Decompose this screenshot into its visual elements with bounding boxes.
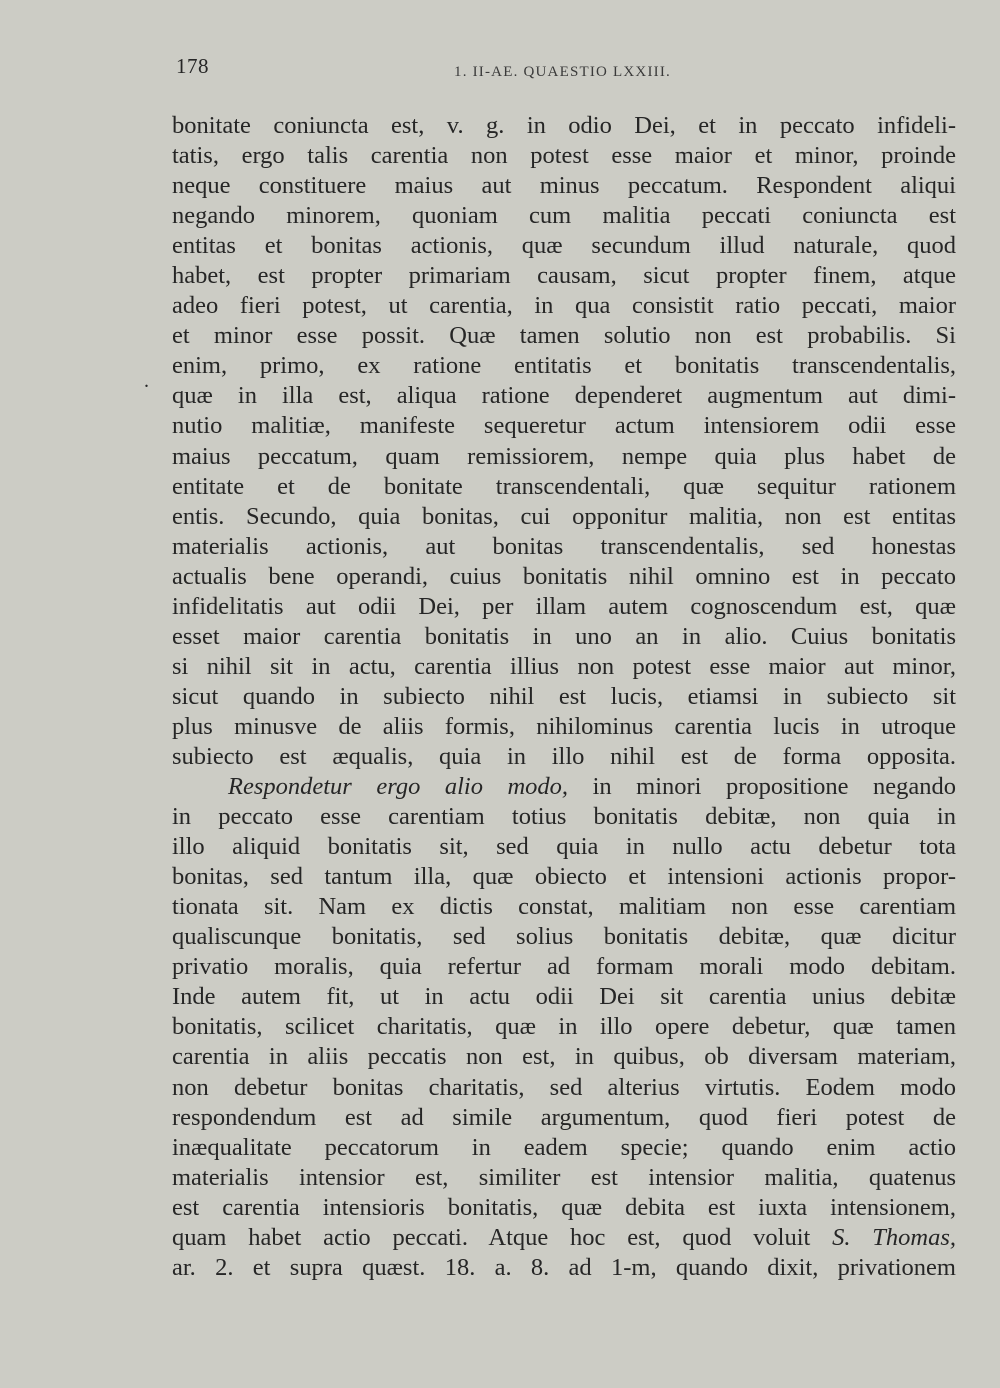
text-line: sicut quando in subiecto nihil est lucis, etiamsi in subiecto sit	[172, 682, 956, 710]
text-line: respondendum est ad simile argumentum, quod fieri potest de	[172, 1103, 956, 1131]
italic-name: S. Thomas,	[832, 1223, 957, 1251]
text-span: quam habet actio peccati. Atque hoc est, quod voluit	[172, 1223, 833, 1251]
text-line: quæ in illa est, aliqua ratione dependeret augmentum aut dimi-	[172, 382, 956, 410]
text-line: maius peccatum, quam remissiorem, nempe quia plus habet de	[172, 442, 956, 470]
text-line: plus minusve de aliis formis, nihilominus carentia lucis in utroque	[172, 712, 956, 740]
running-head: 1. II-AE. QUAESTIO LXXIII.	[454, 64, 671, 80]
text-line: qualiscunque bonitatis, sed solius bonitatis debitæ, quæ dicitur	[172, 923, 956, 951]
text-line	[172, 1223, 956, 1253]
text-line: et minor esse possit. Quæ tamen solutio non est probabilis. Si	[172, 322, 956, 350]
text-line: entitas et bonitas actionis, quæ secundum illud naturale, quod	[172, 232, 956, 260]
text-line: subiecto est æqualis, quia in illo nihil est de forma opposita.	[172, 742, 956, 770]
text-line: enim, primo, ex ratione entitatis et bonitatis transcendentalis,	[172, 352, 956, 380]
text-line: bonitate coniuncta est, v. g. in odio Dei, et in peccato infideli-	[172, 112, 956, 139]
text-line: materialis actionis, aut bonitas transcendentalis, sed honestas	[172, 532, 956, 560]
text-line: entitate et de bonitate transcendentali, quæ sequitur rationem	[172, 472, 956, 500]
text-line: neque constituere maius aut minus peccatum. Respondent aliqui	[172, 172, 956, 200]
text-line: adeo fieri potest, ut carentia, in qua consistit ratio peccati, maior	[172, 292, 956, 320]
text-line: Inde autem fit, ut in actu odii Dei sit carentia unius debitæ	[172, 983, 956, 1011]
text-line: tatis, ergo talis carentia non potest esse maior et minor, proinde	[172, 142, 956, 170]
italic-lead: Respondetur ergo alio modo,	[228, 773, 569, 801]
text-line: si nihil sit in actu, carentia illius non potest esse maior aut minor,	[172, 652, 956, 680]
text-line: negando minorem, quoniam cum malitia peccati coniuncta est	[172, 202, 956, 230]
body-text	[172, 111, 956, 1283]
text-line: bonitatis, scilicet charitatis, quæ in illo opere debetur, quæ tamen	[172, 1013, 956, 1041]
text-line: nutio malitiæ, manifeste sequeretur actum intensiorem odii esse	[172, 412, 956, 440]
text-line: tionata sit. Nam ex dictis constat, malitiam non esse carentiam	[172, 893, 956, 921]
text-line: non debetur bonitas charitatis, sed alterius virtutis. Eodem modo	[172, 1073, 956, 1101]
text-line: ar. 2. et supra quæst. 18. a. 8. ad 1-m, quando dixit, privationem	[172, 1253, 956, 1281]
page-number: 178	[176, 54, 209, 78]
margin-mark: .	[144, 370, 149, 392]
text-line: illo aliquid bonitatis sit, sed quia in nullo actu debetur tota	[172, 833, 956, 861]
text-line: habet, est propter primariam causam, sicut propter finem, atque	[172, 262, 956, 290]
text-line: esset maior carentia bonitatis in uno an in alio. Cuius bonitatis	[172, 622, 956, 650]
text-line: est carentia intensioris bonitatis, quæ debita est iuxta intensionem,	[172, 1193, 956, 1221]
text-line: materialis intensior est, similiter est intensior malitia, quatenus	[172, 1163, 956, 1191]
paragraph-start-line	[172, 772, 956, 802]
text-line: actualis bene operandi, cuius bonitatis nihil omnino est in peccato	[172, 562, 956, 590]
text-line: bonitas, sed tantum illa, quæ obiecto et intensioni actionis propor-	[172, 863, 956, 891]
text-line: inæqualitate peccatorum in eadem specie; quando enim actio	[172, 1133, 956, 1161]
text-line: in peccato esse carentiam totius bonitatis debitæ, non quia in	[172, 803, 956, 831]
text-line: entis. Secundo, quia bonitas, cui opponitur malitia, non est entitas	[172, 502, 956, 530]
text-line: privatio moralis, quia refertur ad formam morali modo debitam.	[172, 953, 956, 981]
text-line: carentia in aliis peccatis non est, in quibus, ob diversam materiam,	[172, 1043, 956, 1071]
text-line: infidelitatis aut odii Dei, per illam autem cognoscendum est, quæ	[172, 592, 956, 620]
text-span: in minori propositione negando	[568, 773, 956, 801]
